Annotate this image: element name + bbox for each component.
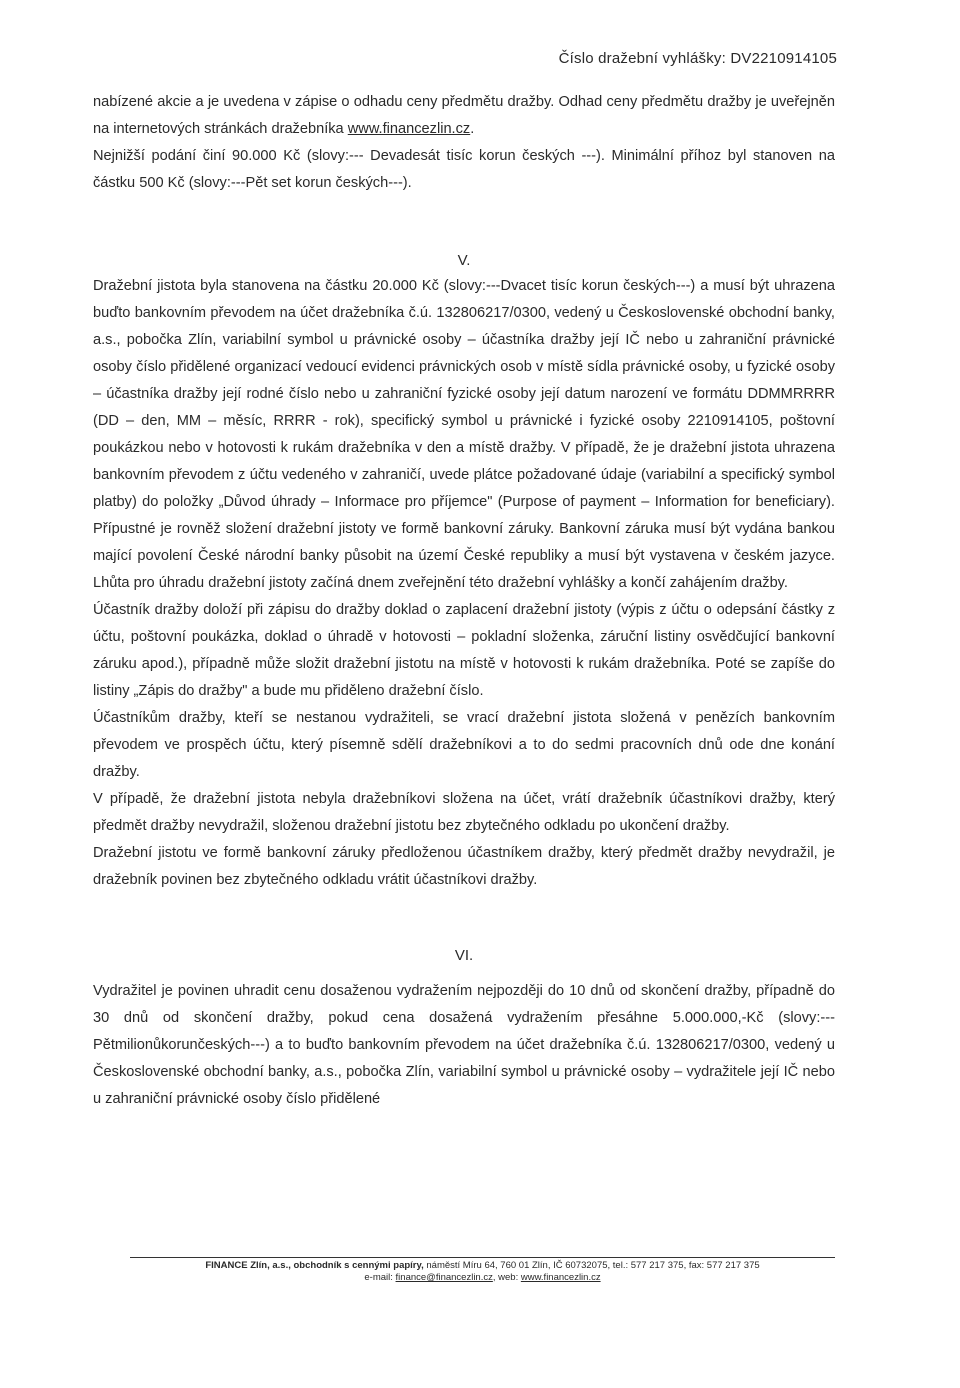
auction-number-header: Číslo dražební vyhlášky: DV2210914105 <box>558 50 837 67</box>
footer-email-label: e-mail: <box>364 1272 396 1283</box>
paragraph-v-1: Dražební jistota byla stanovena na částku 20.000 Kč (slovy:---Dvacet tisíc korun českých---) a musí být uhrazena buďto bankovním převodem na účet dražebníka č.ú. 132806217/0300, vedený u Československé obchodní banky, a.s., pobočka Zlín, variabilní symbol u právnické osoby – účastníka dražby její IČ nebo u zahraniční právnické osoby číslo přidělené organizací vedoucí evidenci právnických osob v místě sídla právnické osoby, u fyzické osoby – účastníka dražby její rodné číslo nebo u zahraniční fyzické osoby její datum narození ve formátu DDMMRRRR (DD – den, MM – měsíc, RRRR - rok), specifický symbol u právnické i fyzické osoby 2210914105, poštovní poukázkou nebo v hotovosti k rukám dražebníka v den a místě dražby. V případě, že je dražební jistota uhrazena bankovním převodem z účtu vedeného v zahraničí, uvede plátce požadované údaje (variabilní a specifický symbol platby) do položky „Důvod úhrady – Informace pro příjemce" (Purpose of payment – Information for beneficiary). Přípustné je rovněž složení dražební jistoty ve formě bankovní záruky. Bankovní záruka musí být vydána bankou mající povolení České národní banky působit na území České republiky a musí být vystavena v českém jazyce. Lhůta pro úhradu dražební jistoty začíná dnem zveřejnění této dražební vyhlášky a končí zahájením dražby. <box>93 278 835 591</box>
paragraph-estimate-end: . <box>470 121 475 137</box>
website-link[interactable]: www.financezlin.cz <box>347 121 471 137</box>
footer-address: náměstí Míru 64, 760 01 Zlín, IČ 60732075, tel.: 577 217 375, fax: 577 217 375 <box>423 1260 760 1271</box>
paragraph-v-2: Účastník dražby doloží při zápisu do dražby doklad o zaplacení dražební jistoty (výpis z účtu o odepsání částky z účtu, poštovní poukázka, doklad o úhradě v hotovosti – pokladní složenka, záruční listiny osvědčující bankovní záruku apod.), případně může složit dražební jistotu na místě v hotovosti k rukám dražebníka. Poté se zapíše do listiny „Zápis do dražby" a bude mu přiděleno dražební číslo. <box>93 602 835 699</box>
paragraph-vi-1: Vydražitel je povinen uhradit cenu dosaženou vydražením nejpozději do 10 dnů od skončení dražby, případně do 30 dnů od skončení dražby, pokud cena dosažená vydražením přesáhne 5.000.000,-Kč (slovy:---Pětmilionůkorunčeských---) a to buďto bankovním převodem na účet dražebníka č.ú. 132806217/0300, vedený u Československé obchodní banky, a.s., pobočka Zlín, variabilní symbol u právnické osoby – vydražitele její IČ nebo u zahraniční právnické osoby číslo přidělené <box>93 983 835 1107</box>
footer-email-link[interactable]: finance@financezlin.cz <box>395 1272 493 1283</box>
document-body <box>93 89 835 1113</box>
footer-web-link[interactable]: www.financezlin.cz <box>520 1272 601 1283</box>
footer-line-1 <box>130 1260 835 1272</box>
paragraph-lowest-bid: Nejnižší podání činí 90.000 Kč (slovy:--- Devadesát tisíc korun českých ---). Minimální příhoz byl stanoven na částku 500 Kč (slovy:---Pět set korun českých---). <box>93 148 835 191</box>
page-footer <box>130 1257 835 1284</box>
paragraph-v-3: Účastníkům dražby, kteří se nestanou vydražiteli, se vrací dražební jistota složená v penězích bankovním převodem ve prospěch účtu, který písemně sdělí dražebníkovi a to do sedmi pracovních dnů ode dne konání dražby. <box>93 710 835 780</box>
footer-divider <box>130 1257 835 1258</box>
footer-web-label: , web: <box>492 1272 521 1283</box>
paragraph-estimate <box>93 89 835 143</box>
paragraph-v-5: Dražební jistotu ve formě bankovní záruky předloženou účastníkem dražby, který předmět dražby nevydražil, je dražebník povinen bez zbytečného odkladu vrátit účastníkovi dražby. <box>93 845 835 888</box>
paragraph-estimate-text: nabízené akcie a je uvedena v zápise o odhadu ceny předmětu dražby. Odhad ceny předmětu dražby je uveřejněn na internetových stránkách dražebníka <box>93 94 835 137</box>
footer-line-2 <box>130 1272 835 1284</box>
section-heading-vi: VI. <box>454 947 474 964</box>
paragraph-v-4: V případě, že dražební jistota nebyla dražebníkovi složena na účet, vrátí dražebník účastníkovi dražby, který předmět dražby nevydražil, složenou dražební jistotu bez zbytečného odkladu po ukončení dražby. <box>93 791 835 834</box>
footer-company: FINANCE Zlín, a.s., obchodník s cennými papíry, <box>205 1260 424 1271</box>
section-heading-v: V. <box>457 252 471 269</box>
